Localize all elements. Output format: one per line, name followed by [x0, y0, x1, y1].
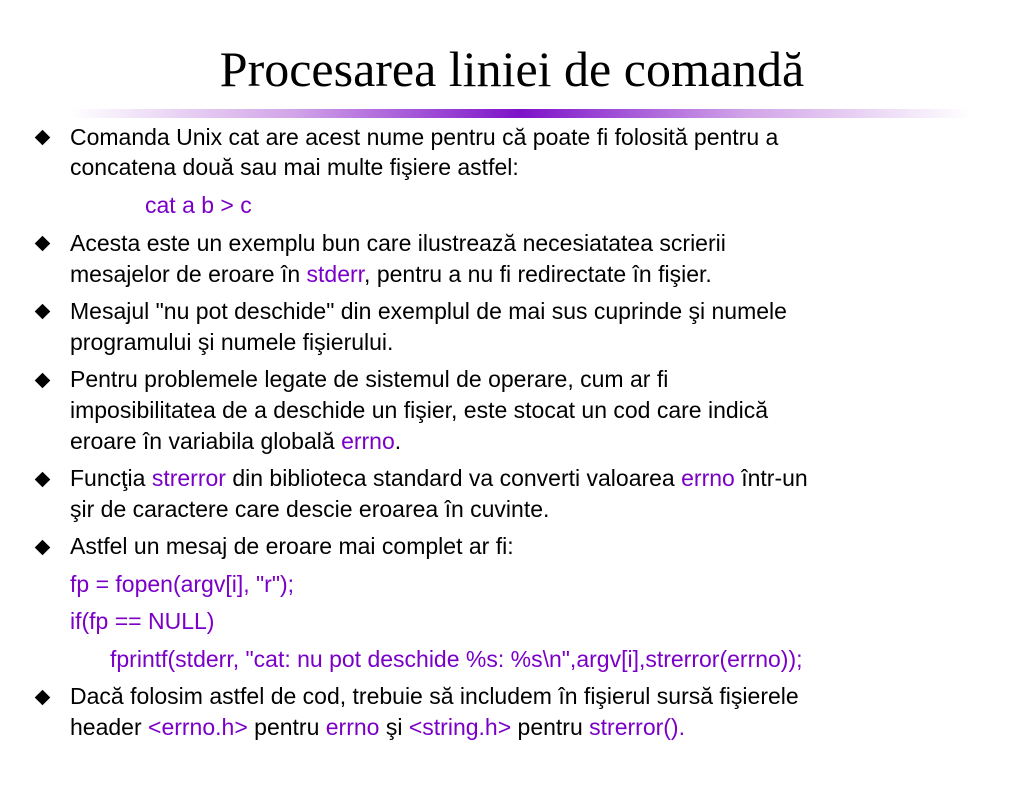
- slide-title: Procesarea liniei de comandă: [219, 41, 805, 97]
- bullet-4-line-3: [70, 426, 401, 457]
- text-segment: din biblioteca standard va converti valoarea: [225, 465, 682, 491]
- diamond-bullet-icon: [35, 373, 51, 389]
- keyword-errno: errno: [325, 714, 380, 740]
- text-segment: , pentru a nu fi redirectate în fişier.: [364, 261, 712, 287]
- bullet-7-line-2: [70, 712, 685, 743]
- text-segment: şi: [379, 714, 409, 740]
- bullet-1-line-1: Comanda Unix cat are acest nume pentru că poate fi folosită pentru a: [70, 124, 779, 150]
- text-segment: Funcţia: [70, 465, 152, 491]
- text-segment: header: [70, 714, 149, 740]
- text-segment: într-un: [734, 465, 808, 491]
- bullet-1-line-2: concatena două sau mai multe fişiere astfel:: [70, 154, 519, 180]
- diamond-bullet-icon: [35, 540, 51, 556]
- diamond-bullet-icon: [35, 690, 51, 706]
- bullet-2-line-1: Acesta este un exemplu bun care ilustrează necesiatatea scrierii: [70, 230, 726, 256]
- bullet-3-line-1: Mesajul "nu pot deschide" din exemplul de mai sus cuprinde şi numele: [70, 298, 787, 324]
- bullet-4-line-2: imposibilitatea de a deschide un fişier, este stocat un cod care indică: [70, 397, 769, 423]
- text-segment: pentru: [247, 714, 326, 740]
- diamond-bullet-icon: [35, 472, 51, 488]
- code-line-fopen: fp = fopen(argv[i], "r");: [70, 571, 295, 597]
- bullet-4-line-1: Pentru problemele legate de sistemul de operare, cum ar fi: [70, 366, 669, 392]
- keyword-errno: errno: [341, 428, 395, 454]
- diamond-bullet-icon: [35, 130, 51, 146]
- title-divider: [70, 109, 970, 118]
- bullet-7-line-1: Dacă folosim astfel de cod, trebuie să includem în fişierul sursă fişierele: [70, 683, 799, 709]
- text-segment: pentru: [511, 714, 590, 740]
- keyword-string-h: <string.h>: [408, 714, 512, 740]
- bullet-5-line-2: şir de caractere care descie eroarea în cuvinte.: [70, 496, 550, 522]
- keyword-errno-h: <errno.h>: [148, 714, 248, 740]
- keyword-strerror: strerror().: [589, 714, 685, 740]
- bullet-3-line-2: programului şi numele fişierului.: [70, 329, 394, 355]
- text-segment: eroare în variabila globală: [70, 428, 342, 454]
- bullet-6-line-1: Astfel un mesaj de eroare mai complet ar fi:: [70, 533, 514, 559]
- code-example-cat: cat a b > c: [145, 192, 252, 218]
- keyword-errno: errno: [681, 465, 735, 491]
- text-segment: .: [394, 428, 402, 454]
- code-line-fprintf: fprintf(stderr, "cat: nu pot deschide %s: %s\n",argv[i],strerror(errno));: [110, 646, 803, 672]
- diamond-bullet-icon: [35, 304, 51, 320]
- code-line-if: if(fp == NULL): [70, 608, 215, 634]
- keyword-strerror: strerror: [151, 465, 226, 491]
- text-segment: mesajelor de eroare în: [70, 261, 307, 287]
- bullet-2-line-2: [70, 259, 712, 290]
- bullet-5-line-1: [70, 463, 808, 494]
- diamond-bullet-icon: [35, 236, 51, 252]
- keyword-stderr: stderr: [306, 261, 365, 287]
